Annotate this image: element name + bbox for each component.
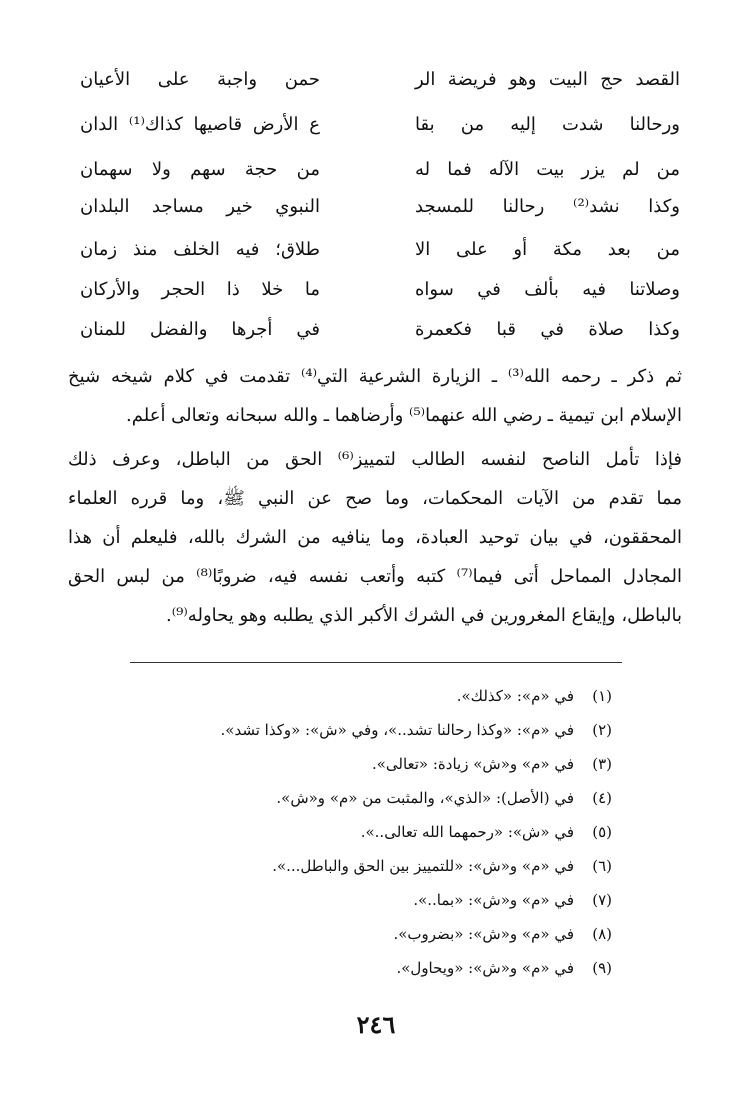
footnote-number: (٧): [592, 891, 612, 909]
footnote-number: (٤): [592, 789, 612, 807]
footnote: [92, 786, 612, 820]
footnote: [92, 752, 612, 786]
footnote-text: في «م» و«ش»: «ويحاول».: [396, 959, 574, 977]
poem-hemistich-second: ما خلا ذا الحجر والأركان: [80, 279, 320, 300]
poem-hemistich-second: ع الأرض قاصيها كذاك⁽¹⁾ الدان: [80, 114, 320, 135]
footnote: [92, 854, 612, 888]
prose-line: فإذا تأمل الناصح لنفسه الطالب لتمييز⁽⁶⁾ الحق من الباطل، وعرف ذلك: [68, 449, 682, 470]
poem-line: [80, 270, 680, 312]
poem-line: [80, 230, 680, 272]
poem-hemistich-first: القصد حج البيت وهو فريضة الر: [415, 69, 680, 90]
footnote: [92, 888, 612, 922]
prose-block-1: [68, 357, 682, 435]
poem-line: [80, 310, 680, 352]
footnote-text: في «م» و«ش»: «للتمييز بين الحق والباطل...».: [272, 857, 574, 875]
footnote-number: (٢): [592, 721, 612, 739]
prose-line: ثم ذكر ـ رحمه الله⁽³⁾ ـ الزيارة الشرعية التي⁽⁴⁾ تقدمت في كلام شيخه شيخ: [68, 366, 682, 387]
prose-line: بالباطل، وإيقاع المغرورين في الشرك الأكبر الذي يطلبه وهو يحاوله⁽⁹⁾.: [166, 605, 682, 626]
poem-hemistich-first: وكذا صلاة في قبا فكعمرة: [415, 319, 680, 340]
footnote-number: (٥): [592, 823, 612, 841]
poem-line: [80, 60, 680, 102]
footnote-divider: [130, 662, 622, 663]
prose-block-2: [68, 440, 682, 635]
footnote: [92, 956, 612, 990]
footnote: [92, 684, 612, 718]
prose-line: المجادل المماحل أتى فيما⁽⁷⁾ كتبه وأتعب نفسه فيه، ضروبًا⁽⁸⁾ من لبس الحق: [68, 566, 682, 587]
poem-hemistich-second: من حجة سهم ولا سهمان: [80, 159, 320, 180]
poem-hemistich-second: في أجرها والفضل للمنان: [80, 319, 320, 340]
footnote-number: (٣): [592, 755, 612, 773]
prose-line: مما تقدم من الآيات المحكمات، وما صح عن النبي ﷺ، وما قرره العلماء: [68, 488, 682, 509]
poem-hemistich-first: ورحالنا شدت إليه من بقا: [415, 114, 680, 135]
poem-line: [80, 150, 680, 192]
footnote-text: في «م»: «وكذا رحالنا تشد..»، وفي «ش»: «وكذا تشد».: [220, 721, 574, 739]
footnote-number: (٦): [592, 857, 612, 875]
poem-line: [80, 105, 680, 147]
footnote-text: في «م» و«ش»: «بما..».: [413, 891, 574, 909]
poem-hemistich-second: حمن واجبة على الأعيان: [80, 69, 320, 90]
poem-hemistich-first: من بعد مكة أو على الا: [415, 239, 680, 260]
footnote-text: في «م»: «كذلك».: [456, 687, 574, 705]
prose-line: المحققون، في بيان توحيد العبادة، وما ينافيه من الشرك بالله، فليعلم أن هذا: [68, 527, 682, 548]
poem-hemistich-first: وصلاتنا فيه بألف في سواه: [415, 279, 680, 300]
footnotes: [92, 684, 612, 990]
footnote-number: (١): [592, 687, 612, 705]
poem-hemistich-first: وكذا نشد⁽²⁾ رحالنا للمسجد: [415, 196, 680, 217]
page-number: ٢٤٦: [356, 1010, 396, 1039]
poem-hemistich-second: النبوي خير مساجد البلدان: [80, 196, 320, 217]
footnote-text: في «م» و«ش» زيادة: «تعالى».: [371, 755, 574, 773]
footnote-number: (٨): [592, 925, 612, 943]
footnote: [92, 718, 612, 752]
footnote-number: (٩): [592, 959, 612, 977]
footnote: [92, 922, 612, 956]
footnote: [92, 820, 612, 854]
poem-line: [80, 187, 680, 229]
footnote-text: في «ش»: «رحمهما الله تعالى..».: [360, 823, 574, 841]
poem-hemistich-first: من لم يزر بيت الآله فما له: [415, 159, 680, 180]
poem-hemistich-second: طلاق؛ فيه الخلف منذ زمان: [80, 239, 320, 260]
prose-line: الإسلام ابن تيمية ـ رضي الله عنهما⁽⁵⁾ وأرضاهما ـ والله سبحانه وتعالى أعلم.: [126, 405, 682, 426]
footnote-text: في «م» و«ش»: «بضروب».: [393, 925, 574, 943]
footnote-text: في (الأصل): «الذي»، والمثبت من «م» و«ش».: [276, 789, 574, 807]
